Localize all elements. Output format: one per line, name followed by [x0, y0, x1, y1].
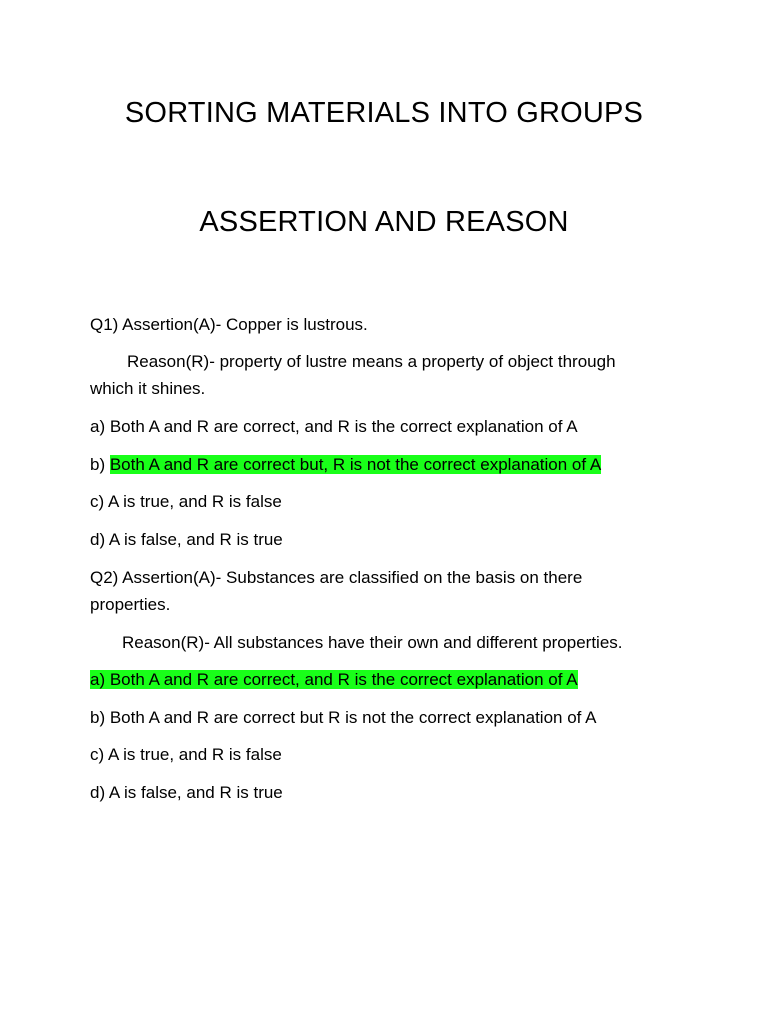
- page-subtitle: ASSERTION AND REASON: [199, 206, 569, 238]
- q1-option-b-label: b): [90, 455, 110, 474]
- page-title: SORTING MATERIALS INTO GROUPS: [124, 97, 644, 129]
- q1-reason-continuation: which it shines.: [90, 379, 206, 398]
- q1-option-d: d) A is false, and R is true: [90, 530, 283, 549]
- q2-assertion-continuation: properties.: [90, 595, 171, 614]
- q1-option-b-highlighted-answer: Both A and R are correct but, R is not the correct explanation of A: [109, 455, 602, 474]
- q2-option-d: d) A is false, and R is true: [90, 783, 283, 802]
- q1-option-b: [90, 452, 601, 478]
- q1-reason: Reason(R)- property of lustre means a property of object through: [127, 352, 616, 371]
- q2-option-a-highlighted-answer: a) Both A and R are correct, and R is the correct explanation of A: [90, 670, 578, 689]
- q2-reason: Reason(R)- All substances have their own and different properties.: [122, 633, 623, 652]
- q1-option-a: a) Both A and R are correct, and R is the correct explanation of A: [90, 417, 578, 436]
- q1-option-c: c) A is true, and R is false: [90, 492, 282, 511]
- q2-assertion: Q2) Assertion(A)- Substances are classified on the basis on there: [90, 568, 583, 587]
- q1-assertion: Q1) Assertion(A)- Copper is lustrous.: [90, 315, 368, 334]
- q2-option-b: b) Both A and R are correct but R is not the correct explanation of A: [90, 708, 597, 727]
- q2-option-c: c) A is true, and R is false: [90, 745, 282, 764]
- q2-option-a: [90, 667, 578, 693]
